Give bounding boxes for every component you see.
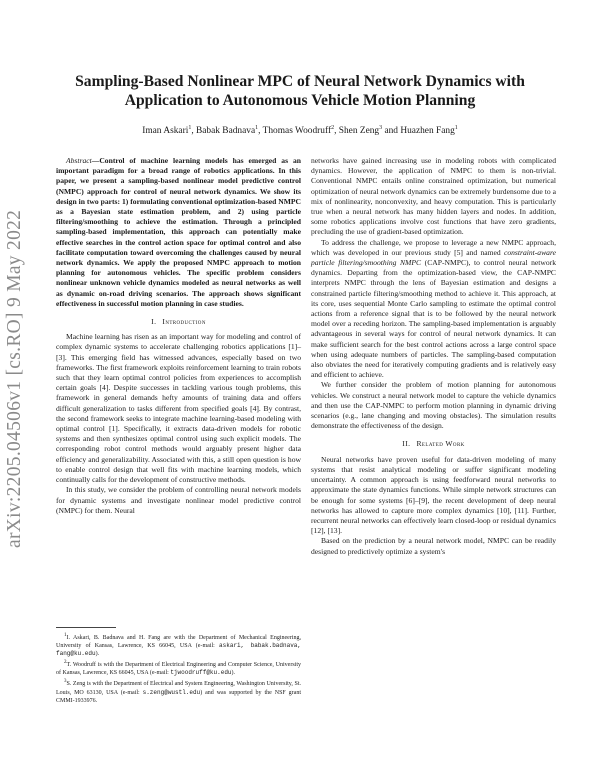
section-number: II. [402,439,411,449]
author-name: Shen Zeng [338,126,380,137]
intro-paragraph: Machine learning has risen as an important way for modeling and control of complex dynamic systems to accelerate challenging robotics applications [1]–[3]. This emerging field has witnessed advances, especially based on two frameworks. The first framework exploits reinforcement learning to train robots such that they learn optimal control policies from experiences to accomplish certain goals [4]. Despite successes in tackling various tough problems, this framework in general demands hefty amounts of training data and offers difficult generalization to tasks different from specified goals [4]. By contrast, the second framework seeks to integrate machine learning-based modeling with optimal control [1]. Specifically, it extracts data-driven models for robotic systems and then synthesizes optimal control using such explicit models. The corresponding robot control methods would arguably present higher data efficiency and generalizability. Associated with this, a still open question is how to enable control design that well fits with machine learning models, which continually calls for the development of constructive methods. [56,332,301,485]
author-list: Iman Askari$^1$, Babak Badnava$^1$, Thomas Woodruff$^2$, Shen Zeng$^3$ and Huazhen Fang$^1$ [142,125,458,137]
footnote-email[interactable]: tjwoodruff@ku.edu [170,669,232,677]
author-affil-mark: 1 [188,125,192,131]
text-span: (CAP-NMPC), to control neural network dynamics. Departing from the optimization-based view, the CAP-NMPC interprets NMPC through the lens of Bayesian estimation and designs a constrained particle filtering/smoothing method to achieve it. This approach, at its core, uses sequential Monte Carlo sampling to estimate the optimal control actions from a reference signal that is to be followed by the neural network model over a receding horizon. The sampling-based implementation is arguably advantageous in several ways for control of neural network dynamics. It can make sufficient search for the best control actions across a large control space when using adequate numbers of particles. The sampling-based computation also obviates the need for iteratively computing gradients and is relatively easy and efficient to achieve. [311,258,557,380]
footnote-text: ) and was supported by the NSF grant CMMI-1933976. [56,689,301,704]
footnotes [56,632,301,706]
footnote-text: S. Zeng is with the Department of Electrical and System Engineering, Washington University, St. Louis, MO 63130, USA (e-mail: [56,681,301,696]
footnote-email[interactable]: s.zeng@wustl.edu [142,688,201,696]
author-name: Thomas Woodruff [262,126,332,137]
author-name: Huazhen Fang [400,126,455,137]
author-affil-mark: 2 [331,125,335,131]
section-number: I. [151,317,157,327]
footnote-text: ). [95,651,100,658]
abstract [56,156,301,309]
footnote-text: T. Woodruff is with the Department of Electrical Engineering and Computer Science, University of Kansas, Lawrence, KS 66045, USA (e-mail: [56,662,301,677]
section-title: Related Work [416,439,465,449]
intro-paragraph: networks have gained increasing use in modeling robots with complicated dynamics. However, the application of NMPC to them is non-trivial. Conventional NMPC entails online constrained optimization, but numerical optimization of neural network dynamics can be extremely burdensome due to a mix of nonlinearity, nonconvexity, and heavy computation. This is particularly true when a neural network has many hidden layers and nodes. In addition, some robotics applications involve cost functions that have zero gradients, precluding the use of gradient-based optimization. [311,156,556,237]
author-affil-mark: 1 [454,125,458,131]
paper-title: Sampling-Based Nonlinear MPC of Neural Network Dynamics with Application to Autonomous Vehicle Motion Planning [75,73,525,109]
arxiv-stamp: arXiv:2205.04506v1 [cs.RO] 9 May 2022 [4,209,25,548]
section-heading-related-work [311,439,556,449]
related-paragraph: Based on the prediction by a neural network model, NMPC can be readily designed to predictively optimize a system's [311,536,556,556]
footnote-text: I. Askari, B. Badnava and H. Fang are with the Department of Mechanical Engineering, University of Kansas, Lawrence, KS 66045, USA (e-mail: [56,635,301,650]
intro-paragraph: We further consider the problem of motion planning for autonomous vehicles. We construct a neural network model to capture the vehicle dynamics and then use the CAP-NMPC to perform motion planning in dynamic driving scenarios (e.g., lane changing and moving obstacles). The simulation results demonstrate the effectiveness of the design. [311,380,556,431]
intro-paragraph [311,238,556,381]
footnote-mark: 3 [64,679,67,685]
section-heading-introduction [56,317,301,327]
right-column [311,156,556,557]
author-name: Babak Badnava [196,126,256,137]
intro-paragraph: In this study, we consider the problem of controlling neural network models for dynamic systems and investigate nonlinear model predictive control (NMPC) for them. Neural [56,485,301,515]
method-name: constraint-aware particle filtering/smoothing NMPC [311,247,556,268]
author-name: Iman Askari [142,126,189,137]
text-span: To address the challenge, we propose to leverage a new NMPC approach, which was developed in our previous study [5] and named [311,237,556,257]
footnote [56,659,301,677]
related-paragraph: Neural networks have proven useful for data-driven modeling of many systems that resist analytical modeling or suffer significant modeling uncertainty. A common approach is using feedforward neural networks to approximate the state dynamics functions. While simple network structures can be enough for some systems [6]–[9], the recent development of deep neural networks has allowed to capture more complex dynamics [10], [11]. Further, recurrent neural networks can effectively learn closed-loop or residual dynamics [12], [13]. [311,454,556,536]
footnote-mark: 1 [64,633,67,638]
author-affil-mark: 1 [255,125,259,131]
footnote [56,632,301,658]
footnote-text: ). [231,670,236,677]
footnote [56,678,301,704]
footnote-mark: 2 [64,660,67,666]
abstract-label: Abstract [66,156,92,165]
section-title: Introduction [162,317,206,327]
footnote-email[interactable]: askari, babak.badnava, fang@ku.edu [56,642,301,658]
footnote-rule [56,627,116,628]
left-column [56,156,301,516]
author-affil-mark: 3 [379,125,383,131]
abstract-text: —Control of machine learning models has emerged as an important paradigm for a broad range of robotics applications. In this paper, we present a sampling-based nonlinear model predictive control (NMPC) approach for control of neural network dynamics. We show its design in two parts: 1) formulating conventional optimization-based NMPC as a Bayesian state estimation problem, and 2) using particle filtering/smoothing to achieve the estimation. Through a principled sampling-based implementation, this approach can potentially make effective searches in the control action space for optimal control and also facilitate computation toward overcoming the challenges caused by neural network dynamics. We apply the proposed NMPC approach to motion planning for autonomous vehicles. The specific problem considers nonlinear unknown vehicle dynamics modeled as neural networks as well as dynamic on-road driving scenarios. The approach shows significant effectiveness in successful motion planning in case studies. [56,156,301,308]
